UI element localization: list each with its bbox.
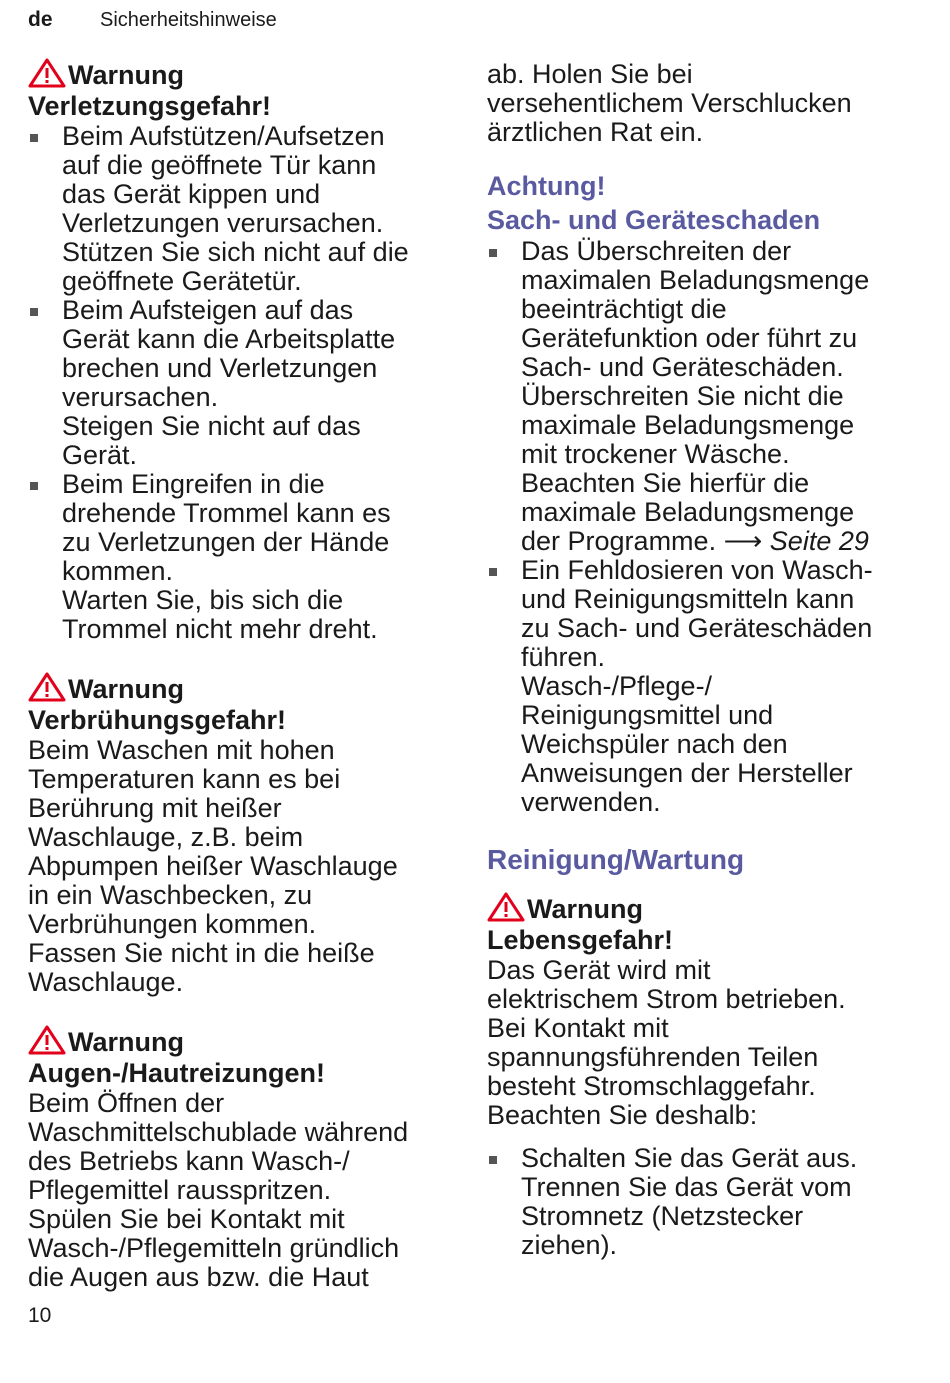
page-reference-link[interactable]: Seite 29	[762, 526, 869, 556]
text-fragment: der Programme.	[521, 526, 724, 556]
warning-irritation	[28, 1025, 448, 1292]
bullet-square-icon	[489, 568, 497, 576]
text-line: drehende Trommel kann es	[62, 498, 391, 528]
text-line: führen.	[521, 642, 606, 672]
text-line: ärztlichen Rat ein.	[487, 117, 704, 147]
text-line: Abpumpen heißer Waschlauge	[28, 851, 398, 881]
text-line: spannungsführenden Teilen	[487, 1042, 819, 1072]
text-line: Gerätefunktion oder führt zu	[521, 323, 858, 353]
text-line: maximalen Beladungsmenge	[521, 265, 870, 295]
list-item	[487, 1144, 927, 1260]
text-line: in ein Waschbecken, zu	[28, 880, 313, 910]
list-item	[28, 122, 448, 296]
bullet-list	[28, 122, 448, 644]
text-line: Das Überschreiten der	[521, 236, 792, 266]
text-line: beeinträchtigt die	[521, 294, 727, 324]
text-line: Temperaturen kann es bei	[28, 764, 341, 794]
text-line: geöffnete Gerätetür.	[62, 266, 302, 296]
text-line: Steigen Sie nicht auf das	[62, 411, 361, 441]
text-line: Gerät kann die Arbeitsplatte	[62, 324, 396, 354]
warning-label: Warnung	[68, 60, 184, 90]
warning-injury	[28, 58, 448, 644]
text-line: kommen.	[62, 556, 174, 586]
warning-triangle-icon	[28, 672, 66, 702]
header-lang: de	[28, 8, 53, 31]
bullet-square-icon	[489, 1156, 497, 1164]
text-line: Sach- und Geräteschäden.	[521, 352, 844, 382]
text-line: Das Gerät wird mit	[487, 955, 711, 985]
warning-heading	[28, 1025, 448, 1058]
text-line: Wasch-/Pflege-/	[521, 671, 713, 701]
bullet-square-icon	[30, 482, 38, 490]
text-line: und Reinigungsmitteln kann	[521, 584, 855, 614]
right-column	[487, 60, 927, 1288]
bullet-square-icon	[30, 308, 38, 316]
text-line: Waschlauge, z.B. beim	[28, 822, 304, 852]
text-line: Schalten Sie das Gerät aus.	[521, 1143, 858, 1173]
paragraph	[28, 1089, 448, 1292]
paragraph	[28, 736, 448, 997]
text-line: Verbrühungen kommen.	[28, 909, 317, 939]
text-line: Waschlauge.	[28, 967, 184, 997]
text-line: elektrischem Strom betrieben.	[487, 984, 846, 1014]
paragraph	[487, 956, 927, 1130]
arrow-right-icon: ⟶	[723, 526, 763, 556]
warning-title: Verletzungsgefahr!	[28, 91, 272, 121]
text-line: Ein Fehldosieren von Wasch-	[521, 555, 873, 585]
list-item	[487, 556, 927, 817]
list-item	[28, 470, 448, 644]
left-column	[28, 58, 448, 1320]
text-line: Wasch-/Pflegemitteln gründlich	[28, 1233, 400, 1263]
text-line: Trommel nicht mehr dreht.	[62, 614, 378, 644]
text-line: ab. Holen Sie bei	[487, 59, 693, 89]
warning-heading	[28, 672, 448, 705]
warning-life	[487, 892, 927, 1260]
section-heading: Reinigung/Wartung	[487, 844, 745, 875]
text-line: auf die geöffnete Tür kann	[62, 150, 377, 180]
text-line: Verletzungen verursachen.	[62, 208, 384, 238]
text-line: zu Verletzungen der Hände	[62, 527, 390, 557]
text-line: zu Sach- und Geräteschäden	[521, 613, 873, 643]
text-line: versehentlichem Verschlucken	[487, 88, 852, 118]
text-line: Beim Aufstützen/Aufsetzen	[62, 121, 385, 151]
text-line: Beim Waschen mit hohen	[28, 735, 335, 765]
text-line: Pflegemittel rausspritzen.	[28, 1175, 332, 1205]
text-line: Beim Eingreifen in die	[62, 469, 325, 499]
warning-title: Verbrühungsgefahr!	[28, 705, 287, 735]
warning-label: Warnung	[68, 674, 184, 704]
warning-triangle-icon	[487, 892, 525, 922]
text-line: Weichspüler nach den	[521, 729, 788, 759]
page-number: 10	[28, 1304, 52, 1327]
text-line: Spülen Sie bei Kontakt mit	[28, 1204, 345, 1234]
warning-label: Warnung	[68, 1027, 184, 1057]
text-line: Überschreiten Sie nicht die	[521, 381, 844, 411]
text-line: Stromnetz (Netzstecker	[521, 1201, 804, 1231]
bullet-square-icon	[489, 249, 497, 257]
header-title: Sicherheitshinweise	[100, 9, 277, 31]
list-item	[487, 237, 927, 556]
list-item	[28, 296, 448, 470]
text-line: verursachen.	[62, 382, 219, 412]
warning-triangle-icon	[28, 1025, 66, 1055]
text-line: Gerät.	[62, 440, 138, 470]
bullet-list	[487, 1144, 927, 1260]
text-line: mit trockener Wäsche.	[521, 439, 790, 469]
text-line: des Betriebs kann Wasch-/	[28, 1146, 350, 1176]
text-line: Beim Aufsteigen auf das	[62, 295, 354, 325]
warning-triangle-icon	[28, 58, 66, 88]
text-line: Reinigungsmittel und	[521, 700, 774, 730]
text-line: das Gerät kippen und	[62, 179, 321, 209]
text-line: Berührung mit heißer	[28, 793, 282, 823]
warning-title: Augen-/Hautreizungen!	[28, 1058, 325, 1088]
text-line: Beachten Sie deshalb:	[487, 1100, 758, 1130]
text-line: Beim Öffnen der	[28, 1088, 225, 1118]
caution-title: Sach- und Geräteschaden	[487, 205, 821, 235]
text-line: Beachten Sie hierfür die	[521, 468, 810, 498]
text-line: ziehen).	[521, 1230, 618, 1260]
text-line: maximale Beladungsmenge	[521, 497, 855, 527]
warning-title: Lebensgefahr!	[487, 925, 674, 955]
text-line: besteht Stromschlaggefahr.	[487, 1071, 816, 1101]
text-line: Stützen Sie sich nicht auf die	[62, 237, 409, 267]
text-line: verwenden.	[521, 787, 661, 817]
text-line: Bei Kontakt mit	[487, 1013, 669, 1043]
warning-heading	[487, 892, 927, 925]
text-line: Waschmittelschublade während	[28, 1117, 409, 1147]
bullet-square-icon	[30, 134, 38, 142]
text-line: Warten Sie, bis sich die	[62, 585, 344, 615]
warning-label: Warnung	[527, 894, 643, 924]
text-line: brechen und Verletzungen	[62, 353, 378, 383]
text-line: maximale Beladungsmenge	[521, 410, 855, 440]
continued-paragraph	[487, 60, 927, 147]
text-line: Anweisungen der Hersteller	[521, 758, 853, 788]
text-line: die Augen aus bzw. die Haut	[28, 1262, 369, 1292]
bullet-list	[487, 237, 927, 817]
warning-heading	[28, 58, 448, 91]
caution-label: Achtung!	[487, 171, 606, 201]
text-line	[521, 527, 927, 556]
text-line: Trennen Sie das Gerät vom	[521, 1172, 852, 1202]
caution-damage	[487, 169, 927, 817]
text-line: Fassen Sie nicht in die heiße	[28, 938, 375, 968]
warning-scald	[28, 672, 448, 997]
